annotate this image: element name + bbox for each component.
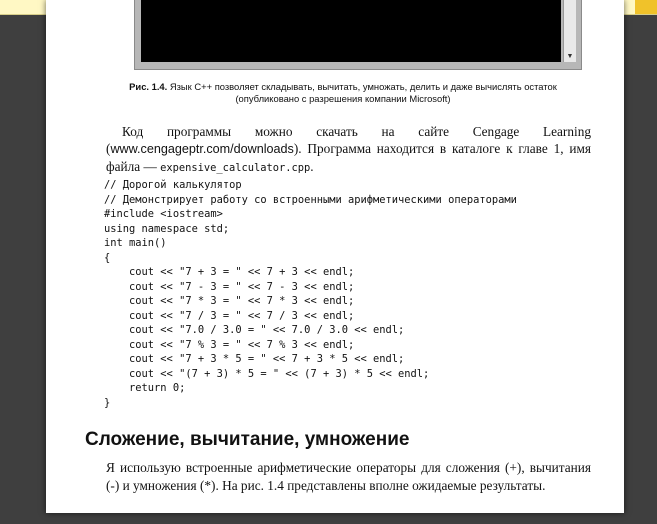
code-line: cout << "7 * 3 = " << 7 * 3 << endl; bbox=[104, 295, 355, 307]
code-line: cout << "7 + 3 * 5 = " << 7 + 3 * 5 << endl; bbox=[104, 353, 405, 365]
figure-caption bbox=[98, 81, 588, 105]
code-line: int main() bbox=[104, 237, 167, 249]
console-scrollbar bbox=[563, 0, 576, 62]
download-link[interactable]: www.cengageptr.com/downloads bbox=[110, 142, 294, 156]
intro-part3: . bbox=[310, 159, 314, 174]
code-line: cout << "7 + 3 = " << 7 + 3 << endl; bbox=[104, 266, 355, 278]
filename: expensive_calculator.cpp bbox=[160, 162, 311, 174]
code-line: // Демонстрирует работу со встроенными арифметическими операторами bbox=[104, 193, 517, 206]
intro-paragraph bbox=[106, 123, 591, 177]
code-listing bbox=[104, 178, 574, 410]
code-line: using namespace std; bbox=[104, 222, 230, 235]
console-window bbox=[141, 0, 561, 62]
notification-corner bbox=[635, 0, 657, 14]
caption-text: Язык С++ позволяет складывать, вычитать, умножать, делить и даже вычислять остаток (опубликовано с разрешения компании Microsoft) bbox=[169, 81, 557, 104]
intro-part1: Код программы можно скачать на сайте Cengage Learning ( bbox=[106, 124, 591, 156]
body-paragraph: Я использую встроенные арифметические операторы для сложения (+), вычитания (-) и умножения (*). На рис. 1.4 представлены вполне ожидаемые результаты. bbox=[106, 460, 591, 493]
code-line: cout << "7 - 3 = " << 7 - 3 << endl; bbox=[104, 280, 355, 293]
intro-part2: ). Программа находится в каталоге к главе 1, имя файла — bbox=[106, 141, 591, 174]
code-line: { bbox=[104, 251, 111, 264]
code-line: // Дорогой калькулятор bbox=[104, 179, 242, 191]
caption-label: Рис. 1.4. bbox=[129, 81, 168, 92]
figure-screenshot bbox=[134, 0, 582, 70]
code-line: #include <iostream> bbox=[104, 208, 223, 220]
code-line: cout << "7 % 3 = " << 7 % 3 << endl; bbox=[104, 338, 355, 351]
code-line: cout << "7 / 3 = " << 7 / 3 << endl; bbox=[104, 309, 355, 322]
code-line: cout << "7.0 / 3.0 = " << 7.0 / 3.0 << endl; bbox=[104, 324, 405, 336]
code-line: return 0; bbox=[104, 382, 186, 394]
scroll-down-arrow-icon: ▼ bbox=[566, 52, 574, 60]
document-page bbox=[46, 0, 624, 513]
code-line: } bbox=[104, 396, 111, 409]
code-line: cout << "(7 + 3) * 5 = " << (7 + 3) * 5 << endl; bbox=[104, 367, 430, 380]
section-heading: Сложение, вычитание, умножение bbox=[85, 429, 410, 450]
